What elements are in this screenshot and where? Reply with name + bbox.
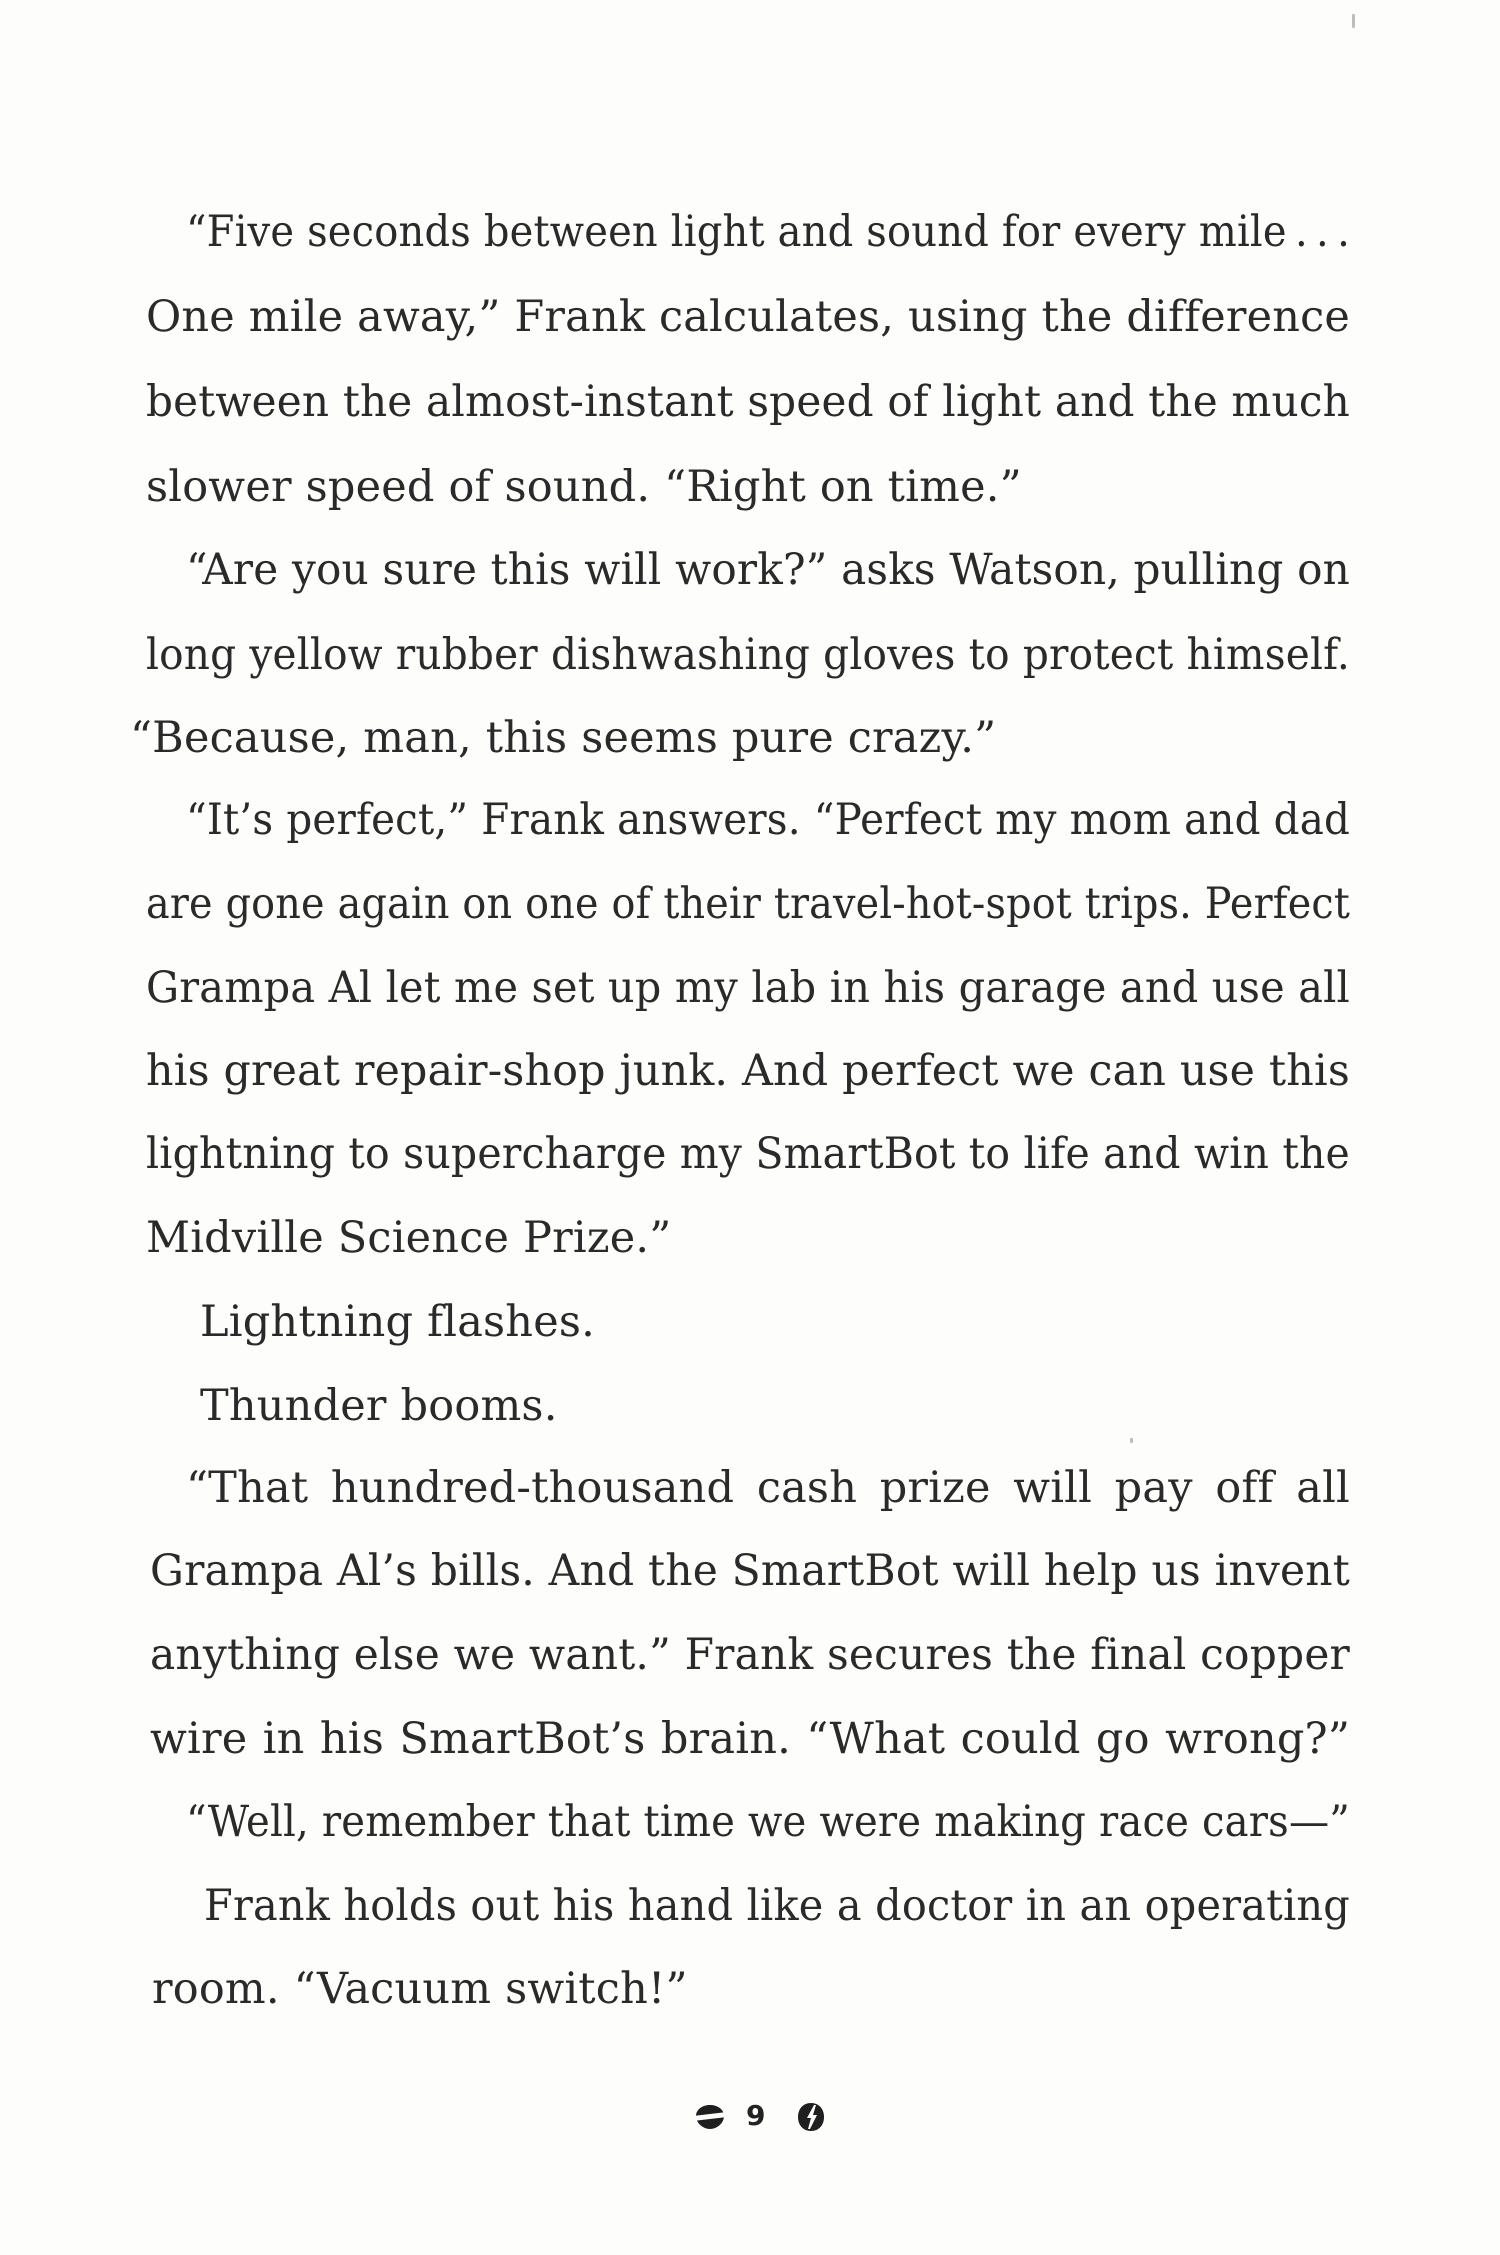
text-line: One mile away,” Frank calculates, using the difference [146,292,1350,342]
page-footer [0,2092,1500,2142]
text-line: slower speed of sound. “Right on time.” [146,462,1022,512]
text-line: Midville Science Prize.” [146,1213,672,1263]
bolt-mark-icon [797,2102,825,2132]
text-line: “It’s perfect,” Frank answers. “Perfect my mom and dad [186,795,1350,845]
text-line: are gone again on one of their travel-hot-spot trips. Perfect [146,879,1350,929]
text-line: Lightning flashes. [200,1297,595,1347]
text-line: Grampa Al’s bills. And the SmartBot will help us invent [150,1546,1350,1596]
text-line: “Five seconds between light and sound for every mile . . . [186,207,1350,257]
text-line: lightning to supercharge my SmartBot to life and win the [146,1129,1350,1179]
text-line: “Because, man, this seems pure crazy.” [130,713,997,763]
text-line: Grampa Al let me set up my lab in his garage and use all [146,963,1350,1013]
text-line: long yellow rubber dishwashing gloves to protect himself. [146,630,1350,680]
scan-speck [1352,14,1355,28]
text-line: Frank holds out his hand like a doctor in an operating [204,1881,1350,1931]
text-line: his great repair-shop junk. And perfect we can use this [146,1046,1350,1096]
text-line: “That hundred-thousand cash prize will pay off all [186,1463,1350,1513]
paint-stripe-icon [693,2104,727,2130]
text-line: room. “Vacuum switch!” [152,1964,688,2014]
page-number: 9 [746,2099,766,2132]
text-line: between the almost-instant speed of light and the much [146,377,1350,427]
text-line: Thunder booms. [200,1381,558,1431]
text-line: anything else we want.” Frank secures the final copper [150,1630,1350,1680]
scan-speck [1130,1438,1133,1443]
text-line: “Are you sure this will work?” asks Watson, pulling on [186,545,1350,595]
text-line: wire in his SmartBot’s brain. “What could go wrong?” [150,1714,1350,1764]
text-line: “Well, remember that time we were making race cars—” [186,1797,1350,1847]
